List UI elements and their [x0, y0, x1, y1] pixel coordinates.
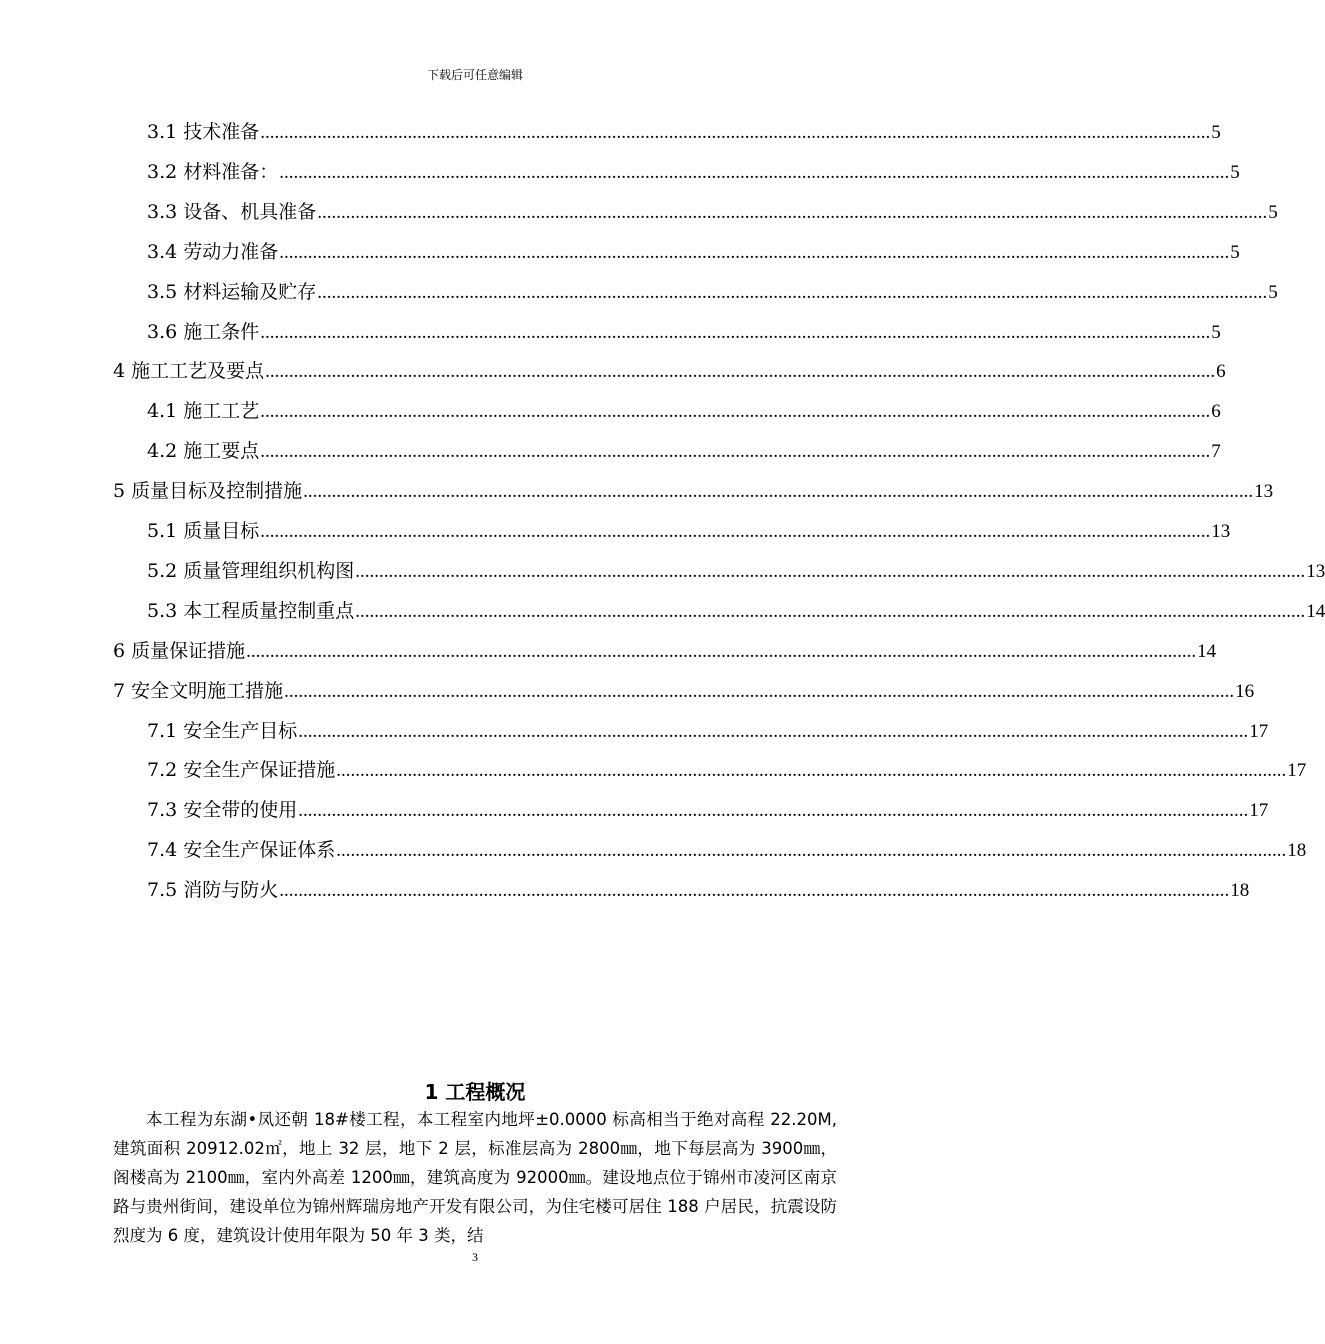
- toc-leader-dots: ........................................................................................................................................................................................................: [246, 640, 1197, 662]
- toc-leader-dots: ........................................................................................................................................................................................................: [279, 241, 1230, 263]
- toc-entry-page: 18: [1230, 880, 1250, 902]
- toc-entry[interactable]: [147, 157, 1240, 187]
- toc-entry-page: 13: [1306, 560, 1325, 582]
- toc-entry[interactable]: [147, 516, 1231, 546]
- toc-entry-label: 4.1 施工工艺: [147, 400, 260, 423]
- toc-entry-label: 7.4 安全生产保证体系: [147, 839, 336, 862]
- toc-entry-label: 3.2 材料准备：: [147, 160, 279, 183]
- toc-entry-page: 14: [1197, 640, 1217, 662]
- toc-leader-dots: ........................................................................................................................................................................................................: [260, 441, 1211, 463]
- toc-leader-dots: ........................................................................................................................................................................................................: [298, 720, 1249, 742]
- toc-entry-label: 7.2 安全生产保证措施: [147, 759, 336, 782]
- toc-entry-label: 3.4 劳动力准备: [147, 240, 279, 263]
- toc-leader-dots: ........................................................................................................................................................................................................: [260, 521, 1211, 542]
- toc-entry-label: 5.3 本工程质量控制重点: [147, 599, 355, 622]
- toc-leader-dots: ........................................................................................................................................................................................................: [317, 201, 1268, 223]
- toc-entry[interactable]: [147, 436, 1221, 466]
- toc-entry-page: 5: [1230, 241, 1240, 263]
- toc-leader-dots: ........................................................................................................................................................................................................: [336, 760, 1287, 782]
- toc-leader-dots: ........................................................................................................................................................................................................: [260, 401, 1211, 423]
- toc-entry-page: 5: [1230, 161, 1240, 183]
- toc-entry[interactable]: [147, 755, 1307, 785]
- toc-entry[interactable]: [147, 795, 1269, 825]
- toc-entry[interactable]: [147, 237, 1240, 267]
- toc-entry[interactable]: [147, 556, 1325, 586]
- section-paragraph: 本工程为东湖•凤还朝 18#楼工程，本工程室内地坪±0.0000 标高相当于绝对高程 22.20M,建筑面积 20912.02㎡，地上 32 层，地下 2 层，标准层高为 2800㎜，地下每层高为 3900㎜，阁楼高为 2100㎜，室内外高差 1200㎜，建筑高度为 92000㎜。建设地点位于锦州市凌河区南京路与贵州街间，建设单位为锦州辉瑞房地产开发有限公司，为住宅楼可居住 188 户居民，抗震设防烈度为 6 度，建筑设计使用年限为 50 年 3 类，结: [113, 1110, 837, 1245]
- toc-entry[interactable]: [147, 277, 1278, 307]
- toc-leader-dots: ........................................................................................................................................................................................................: [355, 600, 1306, 622]
- toc-entry-label: 3.6 施工条件: [147, 320, 260, 343]
- toc-entry-page: 14: [1306, 600, 1325, 622]
- toc-entry-label: 7.3 安全带的使用: [147, 799, 298, 822]
- toc-entry-page: 18: [1287, 840, 1307, 862]
- toc-entry[interactable]: [147, 875, 1250, 905]
- toc-entry-label: 5 质量目标及控制措施: [113, 480, 303, 503]
- toc-entry-page: 16: [1235, 680, 1255, 702]
- toc-entry[interactable]: [147, 197, 1278, 227]
- toc-entry[interactable]: [113, 636, 1217, 666]
- toc-leader-dots: ........................................................................................................................................................................................................: [279, 161, 1230, 183]
- toc-leader-dots: ........................................................................................................................................................................................................: [279, 880, 1230, 902]
- toc-entry[interactable]: [113, 476, 1274, 506]
- page-header: 下载后可任意编辑: [426, 68, 523, 82]
- page-number: 3: [472, 1250, 478, 1264]
- toc-entry[interactable]: [147, 835, 1307, 865]
- toc-entry-page: 5: [1211, 321, 1221, 343]
- toc-leader-dots: ........................................................................................................................................................................................................: [265, 361, 1216, 383]
- toc-entry[interactable]: [113, 356, 1226, 386]
- toc-entry-page: 6: [1216, 361, 1226, 383]
- toc-entry[interactable]: [147, 716, 1269, 746]
- toc-entry-page: 5: [1211, 122, 1221, 143]
- toc-leader-dots: ........................................................................................................................................................................................................: [317, 281, 1268, 303]
- toc-entry-label: 5.2 质量管理组织机构图: [147, 559, 355, 582]
- toc-leader-dots: ........................................................................................................................................................................................................: [336, 840, 1287, 862]
- toc-entry[interactable]: [147, 117, 1221, 147]
- toc-entry-page: 17: [1249, 800, 1269, 822]
- toc-entry-label: 7 安全文明施工措施: [113, 679, 284, 702]
- toc-leader-dots: ........................................................................................................................................................................................................: [303, 481, 1254, 503]
- toc-entry-label: 7.1 安全生产目标: [147, 719, 298, 742]
- toc-entry-page: 17: [1287, 760, 1307, 782]
- toc-entry[interactable]: [147, 596, 1325, 626]
- toc-entry-page: 13: [1254, 481, 1274, 503]
- toc-entry-label: 4.2 施工要点: [147, 440, 260, 463]
- toc-entry-label: 4 施工工艺及要点: [113, 360, 265, 383]
- toc-leader-dots: ........................................................................................................................................................................................................: [284, 680, 1235, 702]
- toc-leader-dots: ........................................................................................................................................................................................................: [355, 560, 1306, 582]
- toc-entry-label: 6 质量保证措施: [113, 639, 246, 662]
- toc-leader-dots: ........................................................................................................................................................................................................: [260, 321, 1211, 343]
- toc-entry-label: 3.1 技术准备: [147, 121, 260, 143]
- toc-entry-page: 7: [1211, 441, 1221, 463]
- toc-leader-dots: ........................................................................................................................................................................................................: [298, 800, 1249, 822]
- toc-entry-page: 5: [1268, 201, 1278, 223]
- toc-entry[interactable]: [113, 676, 1255, 706]
- toc-leader-dots: ........................................................................................................................................................................................................: [260, 122, 1211, 143]
- toc-entry-page: 6: [1211, 401, 1221, 423]
- toc-entry[interactable]: [147, 396, 1221, 426]
- toc-entry-page: 17: [1249, 720, 1269, 742]
- toc-entry-label: 3.3 设备、机具准备: [147, 200, 317, 223]
- toc-entry-page: 13: [1211, 521, 1231, 542]
- toc-entry[interactable]: [147, 317, 1221, 347]
- section-title: 1 工程概况: [424, 1080, 526, 1104]
- toc-entry-page: 5: [1268, 281, 1278, 303]
- toc-entry-label: 7.5 消防与防火: [147, 879, 279, 902]
- toc-entry-label: 5.1 质量目标: [147, 520, 260, 542]
- toc-entry-label: 3.5 材料运输及贮存: [147, 280, 317, 303]
